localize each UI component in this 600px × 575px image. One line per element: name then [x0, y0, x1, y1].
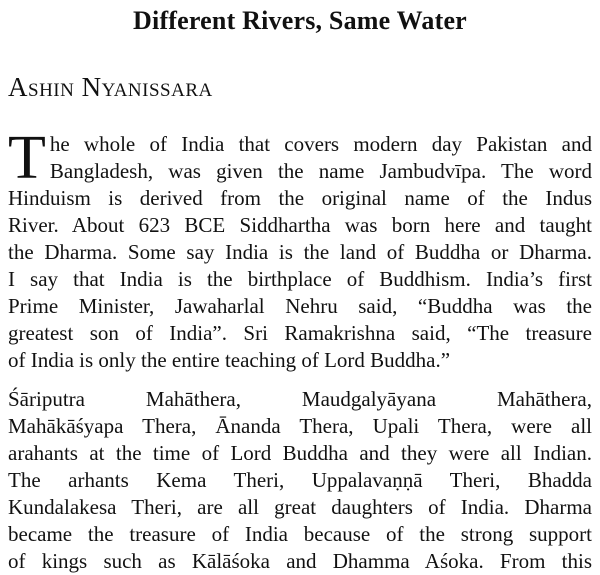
paragraph-1 — [8, 124, 592, 374]
text-line: the Dharma. Some say India is the land of Buddha or Dharma. — [8, 240, 592, 264]
drop-cap: T — [8, 124, 46, 192]
text-line: Hinduism is derived from the original name of the Indus — [8, 186, 592, 210]
text-line: of kings such as Kālāśoka and Dhamma Aśoka. From this — [8, 549, 592, 573]
chapter-title: Different Rivers, Same Water — [133, 6, 467, 35]
text-line: I say that India is the birthplace of Buddhism. India’s first — [8, 267, 592, 291]
chapter-author: Ashin Nyanissara — [8, 72, 213, 102]
text-line: he whole of India that covers modern day Pakistan and — [49, 132, 592, 156]
text-line: Prime Minister, Jawaharlal Nehru said, “Buddha was the — [8, 294, 592, 318]
text-line: of India is only the entire teaching of Lord Buddha.” — [8, 348, 451, 372]
text-line: River. About 623 BCE Siddhartha was born here and taught — [8, 213, 592, 237]
text-line: Mahākāśyapa Thera, Ānanda Thera, Upali Thera, were all — [8, 414, 592, 438]
text-line: Śāriputra Mahāthera, Maudgalyāyana Mahāthera, — [8, 387, 592, 411]
text-line: The arhants Kema Theri, Uppalavaṇṇā Theri, Bhadda — [8, 468, 592, 492]
text-line: became the treasure of India because of the strong support — [8, 522, 592, 546]
text-line: arahants at the time of Lord Buddha and they were all Indian. — [8, 441, 592, 465]
text-line: greatest son of India”. Sri Ramakrishna said, “The treasure — [8, 321, 592, 345]
paragraph-2 — [8, 386, 592, 575]
text-line: Bangladesh, was given the name Jambudvīpa. The word — [49, 159, 592, 183]
text-line: Kundalakesa Theri, are all great daughters of India. Dharma — [8, 495, 592, 519]
